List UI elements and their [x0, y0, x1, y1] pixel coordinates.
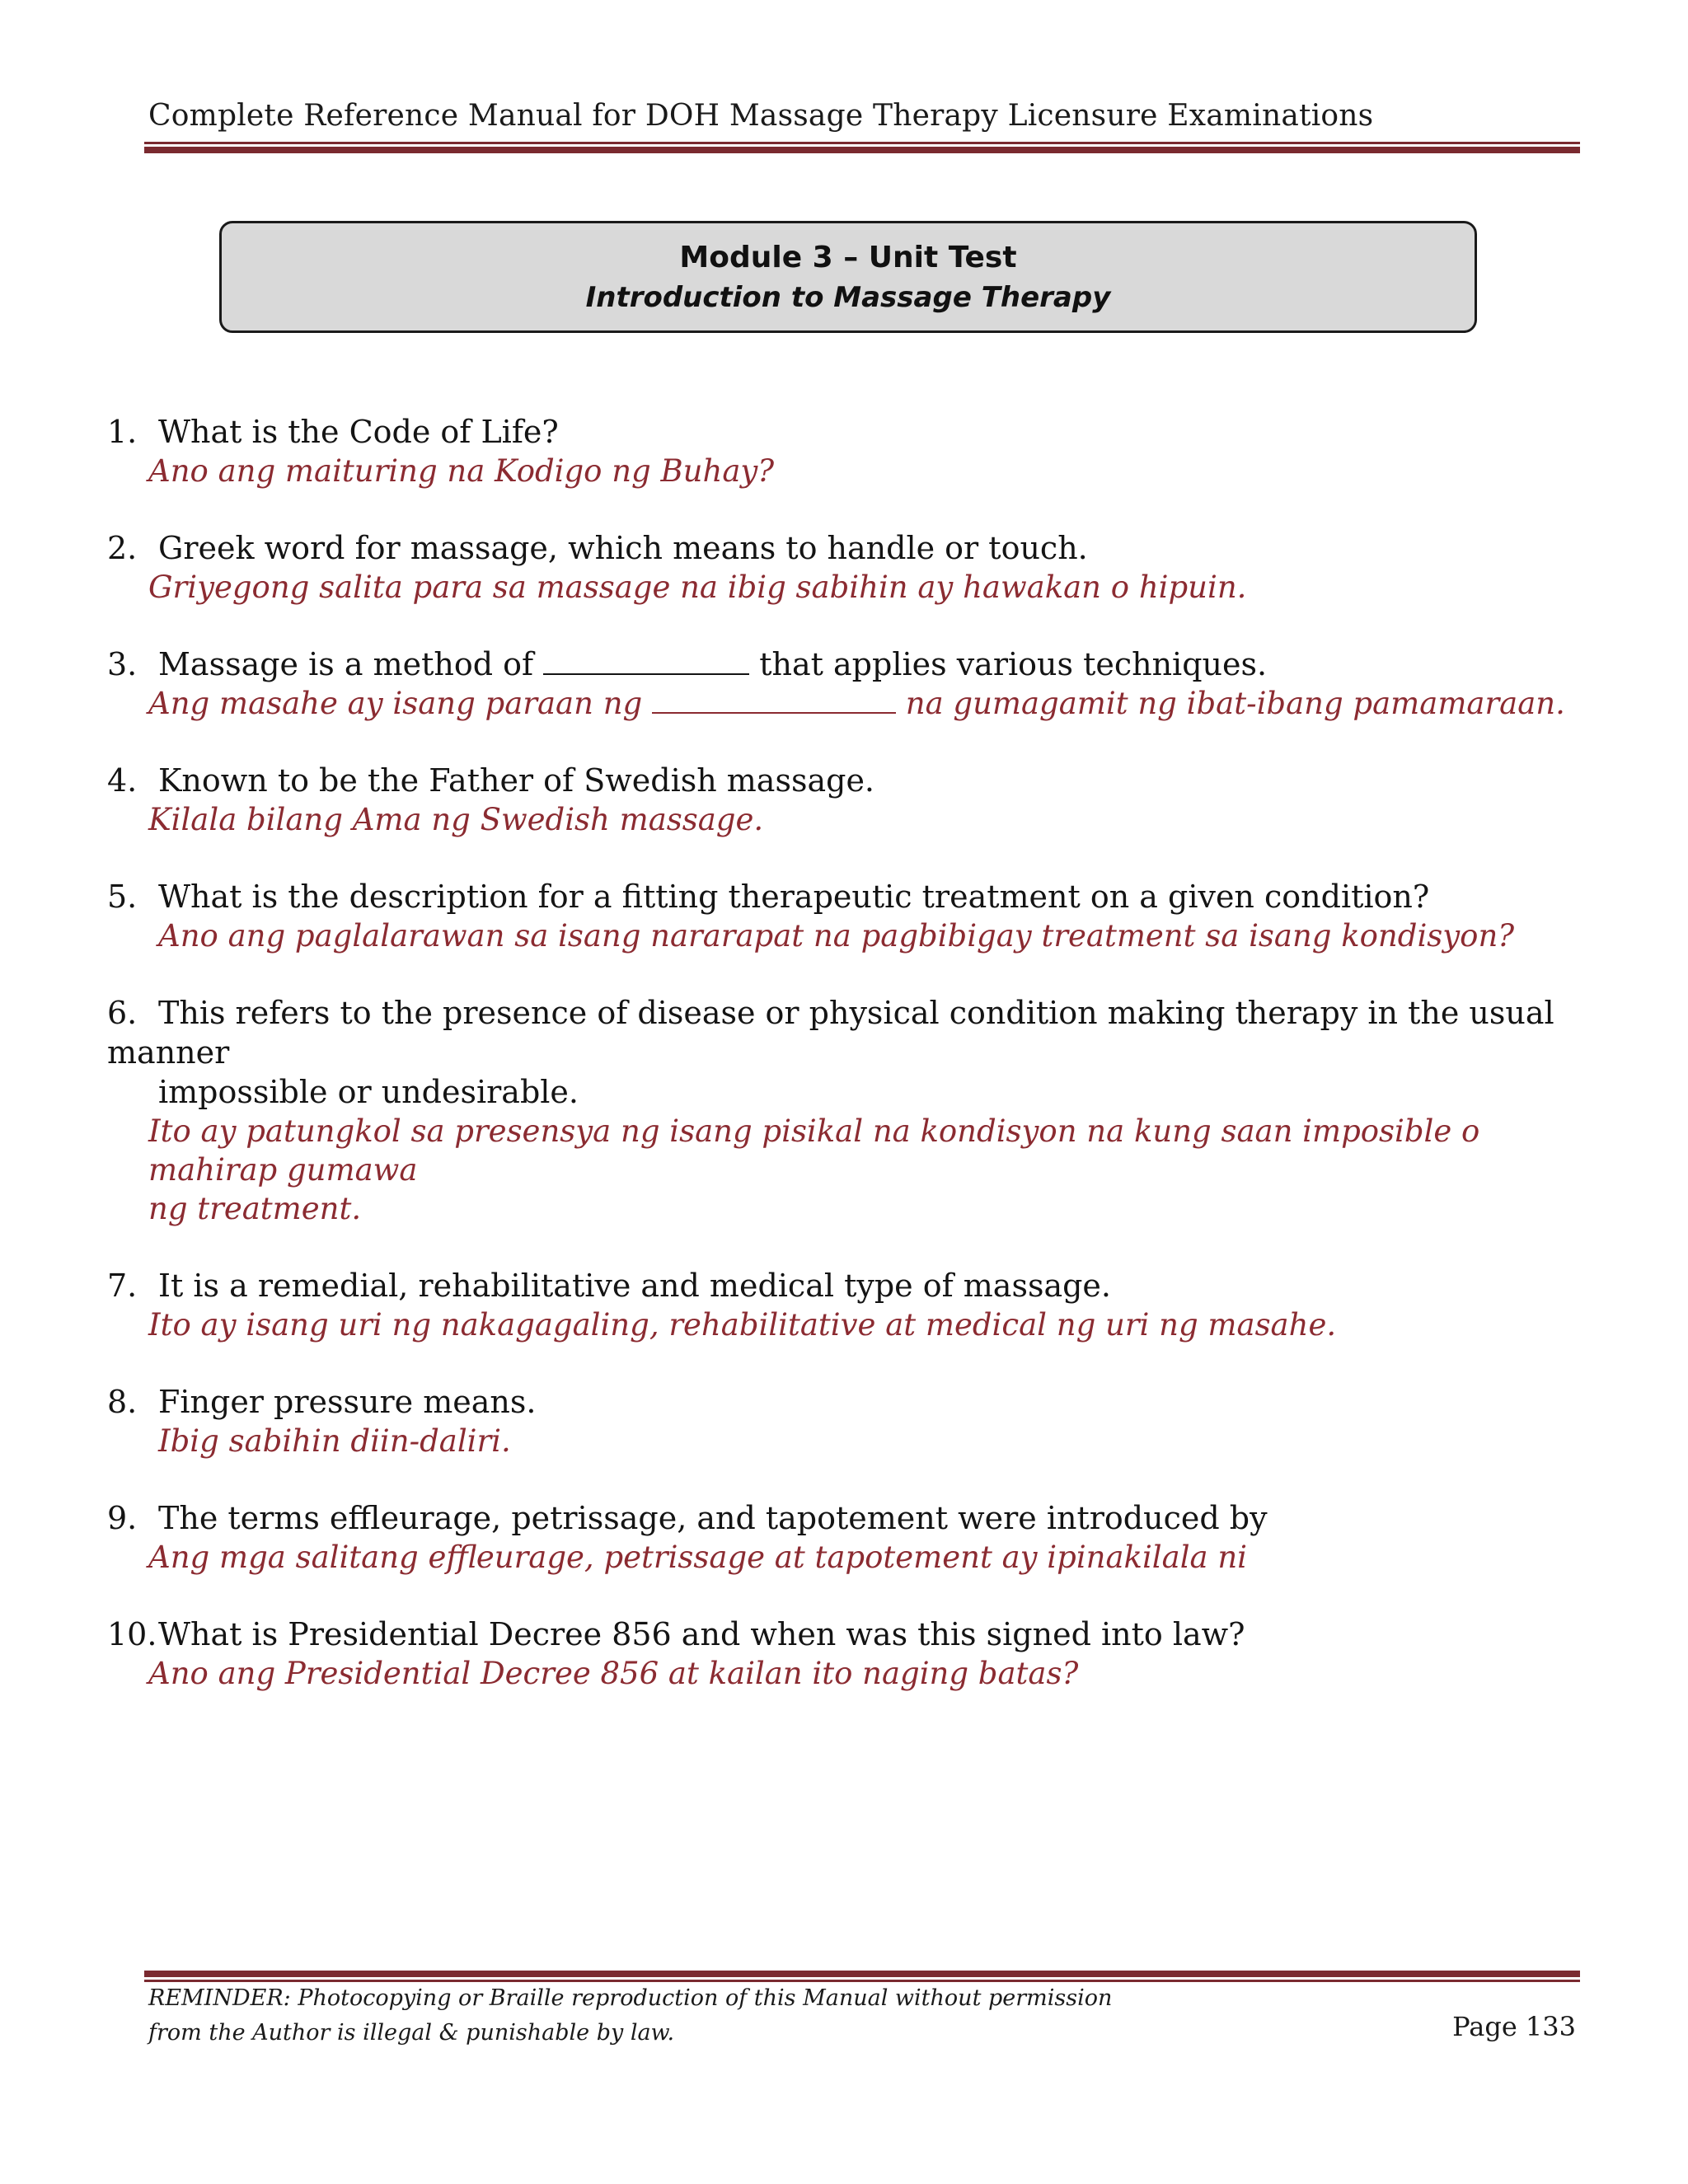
reminder-line-1: REMINDER: Photocopying or Braille reproduction of this Manual without permission — [148, 1985, 1113, 2011]
question-number: 10. — [107, 1616, 157, 1652]
question-translation: Ito ay isang uri ng nakagagaling, rehabilitative at medical ng uri ng masahe. — [148, 1307, 1337, 1343]
question-english — [107, 412, 1582, 452]
translation-blank[interactable] — [652, 687, 896, 714]
question-item — [107, 877, 1582, 955]
question-text: Known to be the Father of Swedish massage. — [158, 762, 875, 799]
question-english — [107, 1382, 1582, 1422]
question-translation: Ano ang Presidential Decree 856 at kailan ito naging batas? — [148, 1656, 1079, 1691]
page-number: Page 133 — [1452, 2011, 1576, 2042]
question-number: 2. — [107, 530, 138, 566]
question-item — [107, 528, 1582, 607]
question-text: Finger pressure means. — [158, 1384, 537, 1420]
question-english — [107, 877, 1582, 916]
question-english — [107, 1615, 1582, 1654]
question-translation-line2: ng treatment. — [148, 1191, 362, 1226]
question-item — [107, 644, 1582, 723]
question-number: 4. — [107, 762, 138, 799]
question-english — [107, 761, 1582, 800]
question-translation: Ang mga salitang effleurage, petrissage at tapotement ay ipinakilala ni — [148, 1540, 1248, 1575]
question-item — [107, 1382, 1582, 1460]
question-item — [107, 761, 1582, 839]
question-translation: Griyegong salita para sa massage na ibig sabihin ay hawakan o hipuin. — [148, 569, 1247, 605]
header-rule — [144, 142, 1580, 153]
question-text: What is Presidential Decree 856 and when was this signed into law? — [158, 1616, 1245, 1652]
question-number: 8. — [107, 1384, 138, 1420]
question-translation: Ano ang paglalarawan sa isang nararapat na pagbibigay treatment sa isang kondisyon? — [158, 918, 1515, 954]
module-subtitle: Introduction to Massage Therapy — [585, 281, 1111, 314]
question-translation — [148, 684, 1582, 723]
question-text-line2: impossible or undesirable. — [158, 1074, 579, 1110]
question-text-before-blank: Massage is a method of — [158, 646, 534, 682]
question-english — [107, 1266, 1582, 1305]
question-item — [107, 993, 1582, 1228]
question-item — [107, 1498, 1582, 1577]
question-number: 3. — [107, 646, 138, 682]
question-translation-line1: Ito ay patungkol sa presensya ng isang pisikal na kondisyon na kung saan imposible o mahirap gumawa — [148, 1113, 1480, 1188]
translation-before-blank: Ang masahe ay isang paraan ng — [148, 686, 643, 721]
question-text: The terms effleurage, petrissage, and tapotement were introduced by — [158, 1500, 1268, 1536]
question-english — [107, 528, 1582, 568]
question-translation: Ano ang maituring na Kodigo ng Buhay? — [148, 453, 775, 489]
module-title-box — [219, 221, 1477, 333]
footer-rule — [144, 1968, 1580, 1982]
question-number: 7. — [107, 1268, 138, 1304]
question-text-line1: This refers to the presence of disease or physical condition making therapy in the usual manner — [107, 995, 1554, 1071]
copyright-reminder — [148, 1981, 1112, 2050]
module-title: Module 3 – Unit Test — [679, 241, 1017, 274]
question-english — [107, 993, 1582, 1112]
question-item — [107, 412, 1582, 490]
question-number: 5. — [107, 879, 138, 915]
question-list — [107, 412, 1582, 1731]
question-text-after-blank: that applies various techniques. — [759, 646, 1268, 682]
question-text: What is the Code of Life? — [158, 414, 559, 450]
question-translation: Kilala bilang Ama ng Swedish massage. — [148, 802, 764, 837]
question-text: Greek word for massage, which means to handle or touch. — [158, 530, 1088, 566]
answer-blank[interactable] — [543, 649, 749, 675]
manual-title: Complete Reference Manual for DOH Massage Therapy Licensure Examinations — [148, 99, 1374, 133]
question-number: 9. — [107, 1500, 138, 1536]
question-text: It is a remedial, rehabilitative and medical type of massage. — [158, 1268, 1111, 1304]
question-item — [107, 1266, 1582, 1344]
question-translation: Ibig sabihin diin-daliri. — [158, 1423, 511, 1459]
question-text: What is the description for a fitting therapeutic treatment on a given condition? — [158, 879, 1430, 915]
question-english — [107, 1498, 1582, 1538]
reminder-line-2: from the Author is illegal & punishable by law. — [148, 2020, 675, 2046]
question-number: 1. — [107, 414, 138, 450]
translation-after-blank: na gumagamit ng ibat-ibang pamamaraan. — [905, 686, 1565, 721]
question-english — [107, 644, 1582, 684]
question-item — [107, 1615, 1582, 1693]
question-number: 6. — [107, 995, 138, 1031]
